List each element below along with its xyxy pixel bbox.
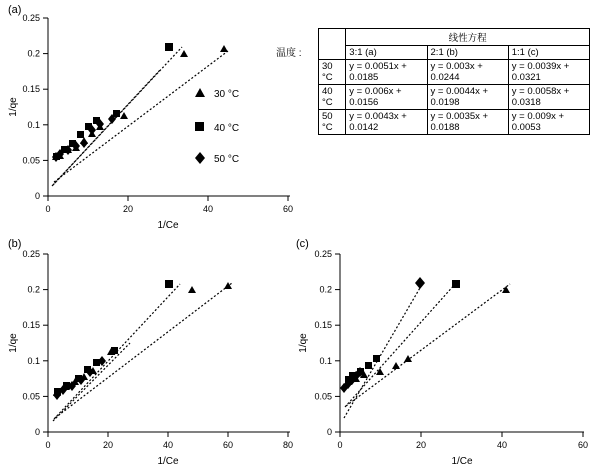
panel-c-trend-50c bbox=[344, 281, 424, 418]
panel-a-ytick-2: 0.1 bbox=[27, 119, 40, 130]
panel-a bbox=[0, 0, 300, 232]
panel-a-ytick-1: 0.05 bbox=[22, 155, 40, 166]
panel-c-series-50c bbox=[340, 277, 425, 393]
panel-a-series-30c bbox=[52, 45, 228, 160]
panel-a-x-ticks bbox=[45, 196, 293, 214]
panel-b-trend-30c bbox=[55, 283, 232, 418]
panel-a-y-ticks bbox=[22, 13, 48, 201]
panel-c-series-30c bbox=[344, 286, 510, 385]
table-row-2-temp: 50 °C bbox=[319, 110, 346, 135]
panel-c-trend-40c bbox=[345, 283, 456, 407]
table-header-row bbox=[319, 46, 590, 60]
panel-a-legend-item-0: 30 °C bbox=[214, 89, 240, 100]
panel-c-ytick-1: 0.05 bbox=[314, 391, 332, 402]
panel-a-trend-30c bbox=[54, 51, 228, 182]
table-col-header-3: 1:1 (c) bbox=[508, 46, 589, 60]
table-row bbox=[319, 110, 590, 135]
panel-b-xtick-3: 60 bbox=[222, 440, 234, 450]
panel-b bbox=[0, 236, 300, 468]
table-row-0-c2: y = 0.003x + 0.0244 bbox=[427, 60, 508, 85]
table-top-header: 线性方程 bbox=[346, 29, 590, 46]
panel-a-ytick-0: 0 bbox=[34, 191, 40, 201]
table-col-header-2: 2:1 (b) bbox=[427, 46, 508, 60]
panel-a-legend bbox=[195, 88, 239, 165]
panel-b-xlabel: 1/Ce bbox=[157, 456, 179, 467]
panel-b-label: (b) bbox=[8, 238, 22, 250]
panel-c-label: (c) bbox=[296, 238, 309, 250]
table-row-0-temp: 30 °C bbox=[319, 60, 346, 85]
table-row-1-c1: y = 0.006x + 0.0156 bbox=[346, 85, 427, 110]
table-row-2-c3: y = 0.009x + 0.0053 bbox=[508, 110, 589, 135]
panel-c-series-40c bbox=[345, 280, 460, 383]
panel-c-xtick-0: 0 bbox=[337, 440, 343, 450]
table-row-1-temp: 40 °C bbox=[319, 85, 346, 110]
panel-a-xtick-1: 20 bbox=[122, 204, 134, 214]
panel-c-ytick-2: 0.1 bbox=[319, 355, 332, 366]
panel-b-ytick-5: 0.25 bbox=[22, 249, 40, 259]
panel-b-ytick-0: 0 bbox=[34, 427, 40, 437]
table-row-2-c2: y = 0.0035x + 0.0188 bbox=[427, 110, 508, 135]
panel-c-ylabel: 1/qe bbox=[298, 333, 309, 353]
panel-b-xtick-1: 20 bbox=[102, 440, 114, 450]
table-col-header-1: 3:1 (a) bbox=[346, 46, 427, 60]
panel-a-legend-item-2: 50 °C bbox=[214, 154, 240, 165]
panel-a-ytick-5: 0.25 bbox=[22, 13, 40, 23]
panel-b-ylabel: 1/qe bbox=[8, 333, 19, 353]
table-row bbox=[319, 85, 590, 110]
panel-a-series-40c bbox=[53, 43, 173, 160]
panel-c-xlabel: 1/Ce bbox=[451, 456, 473, 467]
panel-a-series-50c bbox=[52, 114, 116, 162]
panel-c-ytick-5: 0.25 bbox=[314, 249, 332, 259]
panel-a-plot bbox=[0, 0, 300, 232]
panel-c-trend-30c bbox=[346, 284, 510, 406]
panel-a-xtick-2: 40 bbox=[202, 204, 214, 214]
panel-b-ytick-1: 0.05 bbox=[22, 391, 40, 402]
panel-c-xtick-2: 40 bbox=[496, 440, 508, 450]
panel-b-series-40c bbox=[54, 280, 173, 395]
panel-c-x-ticks bbox=[337, 432, 588, 450]
panel-b-ytick-2: 0.1 bbox=[27, 355, 40, 366]
panel-b-ytick-3: 0.15 bbox=[22, 320, 40, 331]
table-row-1-c2: y = 0.0044x + 0.0198 bbox=[427, 85, 508, 110]
panel-a-label: (a) bbox=[8, 4, 22, 16]
panel-b-y-ticks bbox=[22, 249, 48, 437]
table-row-0-c1: y = 0.0051x + 0.0185 bbox=[346, 60, 427, 85]
panel-b-x-ticks bbox=[45, 432, 293, 450]
table-row-0-c3: y = 0.0039x + 0.0321 bbox=[508, 60, 589, 85]
panel-a-ytick-4: 0.2 bbox=[27, 48, 40, 59]
panel-a-ylabel: 1/qe bbox=[8, 97, 19, 117]
table-row bbox=[319, 60, 590, 85]
table-row-1-c3: y = 0.0058x + 0.0318 bbox=[508, 85, 589, 110]
panel-b-xtick-0: 0 bbox=[45, 440, 51, 450]
panel-a-xlabel: 1/Ce bbox=[157, 220, 179, 231]
panel-b-ytick-4: 0.2 bbox=[27, 284, 40, 295]
panel-c-ytick-3: 0.15 bbox=[314, 320, 332, 331]
panel-a-ytick-3: 0.15 bbox=[22, 84, 40, 95]
panel-c-plot bbox=[288, 236, 600, 468]
panel-a-legend-item-1: 40 °C bbox=[214, 123, 240, 134]
panel-c-ytick-4: 0.2 bbox=[319, 284, 332, 295]
panel-b-plot bbox=[0, 236, 300, 468]
panel-c-ytick-0: 0 bbox=[326, 427, 332, 437]
panel-c-xtick-3: 60 bbox=[577, 440, 589, 450]
panel-c bbox=[288, 236, 600, 468]
table-top-header-row bbox=[319, 29, 590, 46]
table-row-2-c1: y = 0.0043x + 0.0142 bbox=[346, 110, 427, 135]
panel-c-xtick-1: 20 bbox=[415, 440, 427, 450]
panel-b-xtick-4: 80 bbox=[282, 440, 294, 450]
equations-table bbox=[318, 28, 590, 135]
panel-a-xtick-0: 0 bbox=[45, 204, 51, 214]
table-side-label: 温度 : bbox=[276, 48, 302, 59]
panel-c-y-ticks bbox=[314, 249, 340, 437]
panel-a-xtick-3: 60 bbox=[282, 204, 294, 214]
panel-b-xtick-2: 40 bbox=[162, 440, 174, 450]
